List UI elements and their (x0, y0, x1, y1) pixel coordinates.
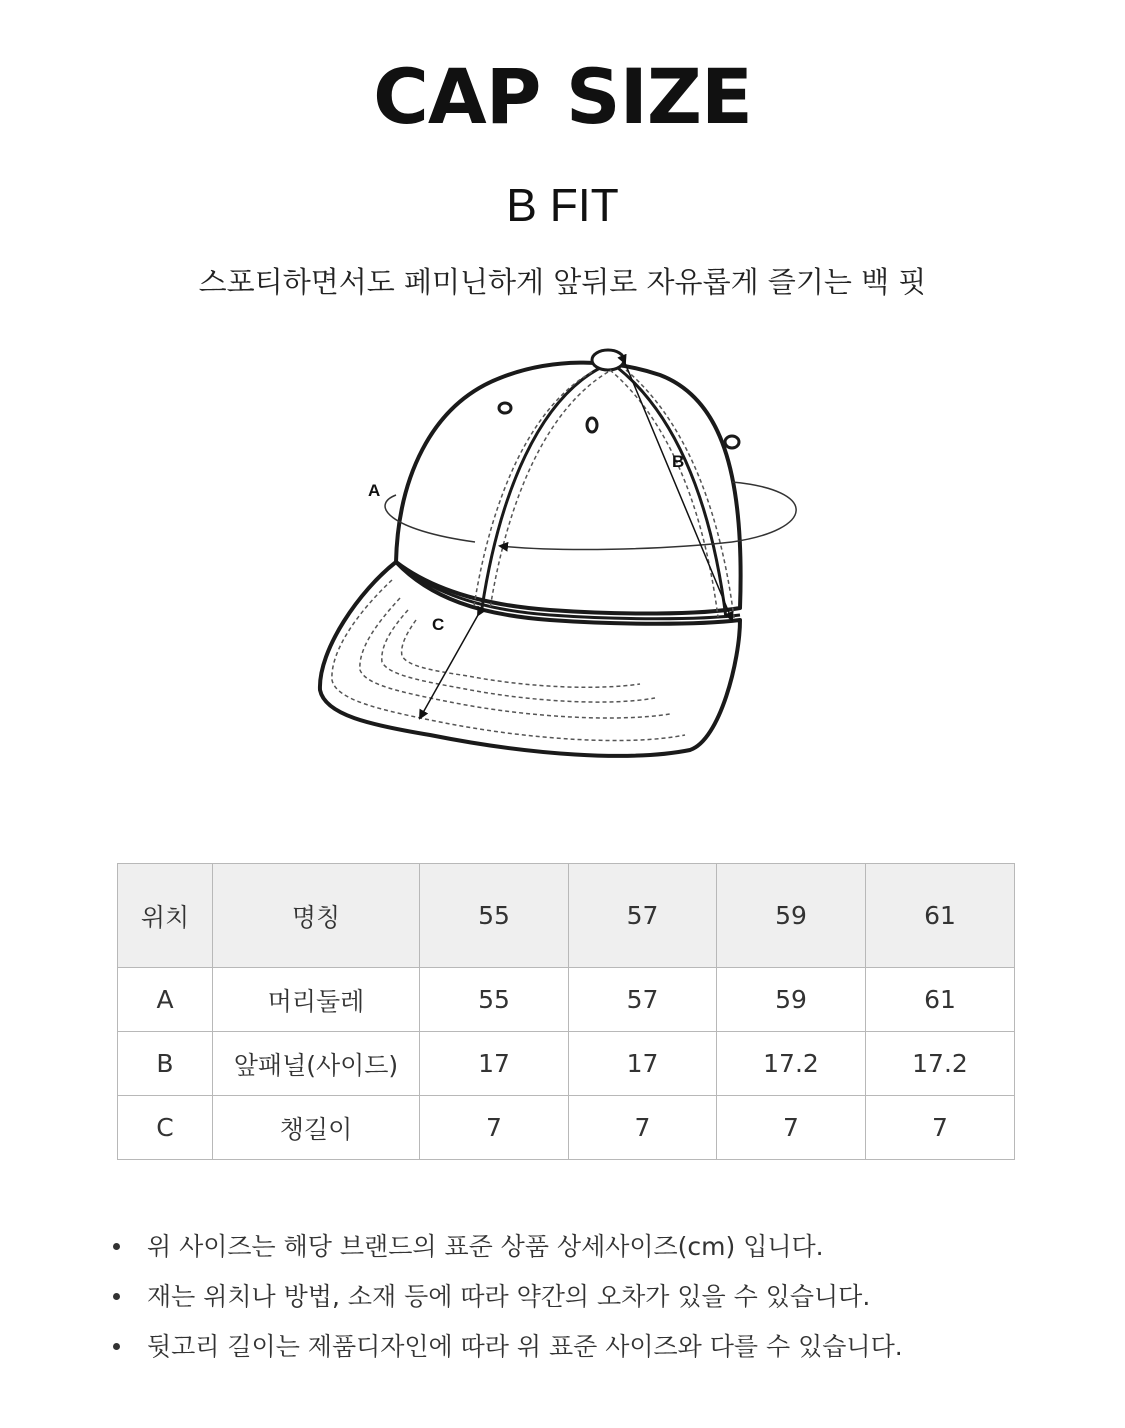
bullet-icon (113, 1293, 120, 1300)
table-cell: 7 (866, 1096, 1015, 1160)
header-size: 55 (420, 864, 569, 968)
note-item (113, 1222, 1073, 1272)
note-text: 위 사이즈는 해당 브랜드의 표준 상품 상세사이즈(cm) 입니다. (147, 1232, 824, 1261)
table-cell: 17.2 (866, 1032, 1015, 1096)
table-cell: 7 (420, 1096, 569, 1160)
table-cell: B (118, 1032, 213, 1096)
note-text: 재는 위치나 방법, 소재 등에 따라 약간의 오차가 있을 수 있습니다. (147, 1282, 871, 1311)
note-text: 뒷고리 길이는 제품디자인에 따라 위 표준 사이즈와 다를 수 있습니다. (147, 1332, 903, 1361)
page-title: CAP SIZE (373, 52, 752, 141)
table-cell: 앞패널(사이드) (213, 1032, 420, 1096)
table-cell: 61 (866, 968, 1015, 1032)
table-header-row (118, 864, 1015, 968)
table-cell: 17.2 (717, 1032, 866, 1096)
table-cell: A (118, 968, 213, 1032)
cap-outline (320, 350, 741, 756)
table-cell: 7 (569, 1096, 717, 1160)
table-cell: 59 (717, 968, 866, 1032)
header-size: 61 (866, 864, 1015, 968)
table-cell: 17 (569, 1032, 717, 1096)
note-item (113, 1322, 1073, 1372)
table-cell: 머리둘레 (213, 968, 420, 1032)
cap-diagram (300, 330, 840, 790)
bullet-icon (113, 1343, 120, 1350)
table-cell: 챙길이 (213, 1096, 420, 1160)
label-c: C (432, 615, 445, 634)
fit-description: 스포티하면서도 페미닌하게 앞뒤로 자유롭게 즐기는 백 핏 (198, 265, 927, 299)
header-size: 59 (717, 864, 866, 968)
table-row (118, 1032, 1015, 1096)
header-position: 위치 (118, 864, 213, 968)
fit-name: B FIT (506, 179, 619, 231)
table-cell: C (118, 1096, 213, 1160)
header-name: 명칭 (213, 864, 420, 968)
table-cell: 7 (717, 1096, 866, 1160)
table-cell: 17 (420, 1032, 569, 1096)
table-cell: 57 (569, 968, 717, 1032)
table-row (118, 1096, 1015, 1160)
table-cell: 55 (420, 968, 569, 1032)
label-b: B (672, 452, 685, 471)
bullet-icon (113, 1243, 120, 1250)
size-notes (113, 1222, 1073, 1372)
size-table (117, 863, 1015, 1160)
label-a: A (368, 481, 381, 500)
note-item (113, 1272, 1073, 1322)
table-row (118, 968, 1015, 1032)
header-size: 57 (569, 864, 717, 968)
